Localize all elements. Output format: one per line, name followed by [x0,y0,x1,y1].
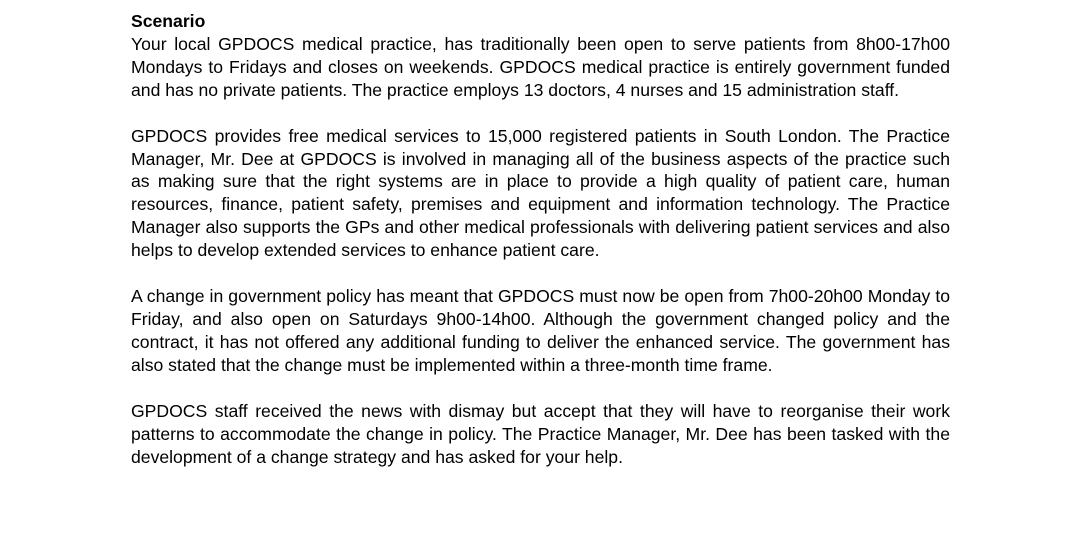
paragraph-staff-reaction: GPDOCS staff received the news with dismay but accept that they will have to reorganise their work patterns to accommodate the change in policy. The Practice Manager, Mr. Dee has been tasked with the development of a change strategy and has asked for your help. [131,400,950,467]
document-body [131,10,950,468]
paragraph-services-and-manager: GPDOCS provides free medical services to 15,000 registered patients in South London. The Practice Manager, Mr. Dee at GPDOCS is involved in managing all of the business aspects of the practice such as making sure that the right systems are in place to provide a high quality of patient care, human resources, finance, patient safety, premises and equipment and information technology. The Practice Manager also supports the GPs and other medical professionals with delivering patient services and also helps to develop extended services to enhance patient care. [131,125,950,261]
section-heading: Scenario [131,11,206,31]
paragraph-practice-overview: Your local GPDOCS medical practice, has traditionally been open to serve patients from 8h00-17h00 Mondays to Fridays and closes on weekends. GPDOCS medical practice is entirely government funded and has no private patients. The practice employs 13 doctors, 4 nurses and 15 administration staff. [131,33,950,100]
paragraph-policy-change: A change in government policy has meant that GPDOCS must now be open from 7h00-20h00 Monday to Friday, and also open on Saturdays 9h00-14h00. Although the government changed policy and the contract, it has not offered any additional funding to deliver the enhanced service. The government has also stated that the change must be implemented within a three-month time frame. [131,286,950,375]
